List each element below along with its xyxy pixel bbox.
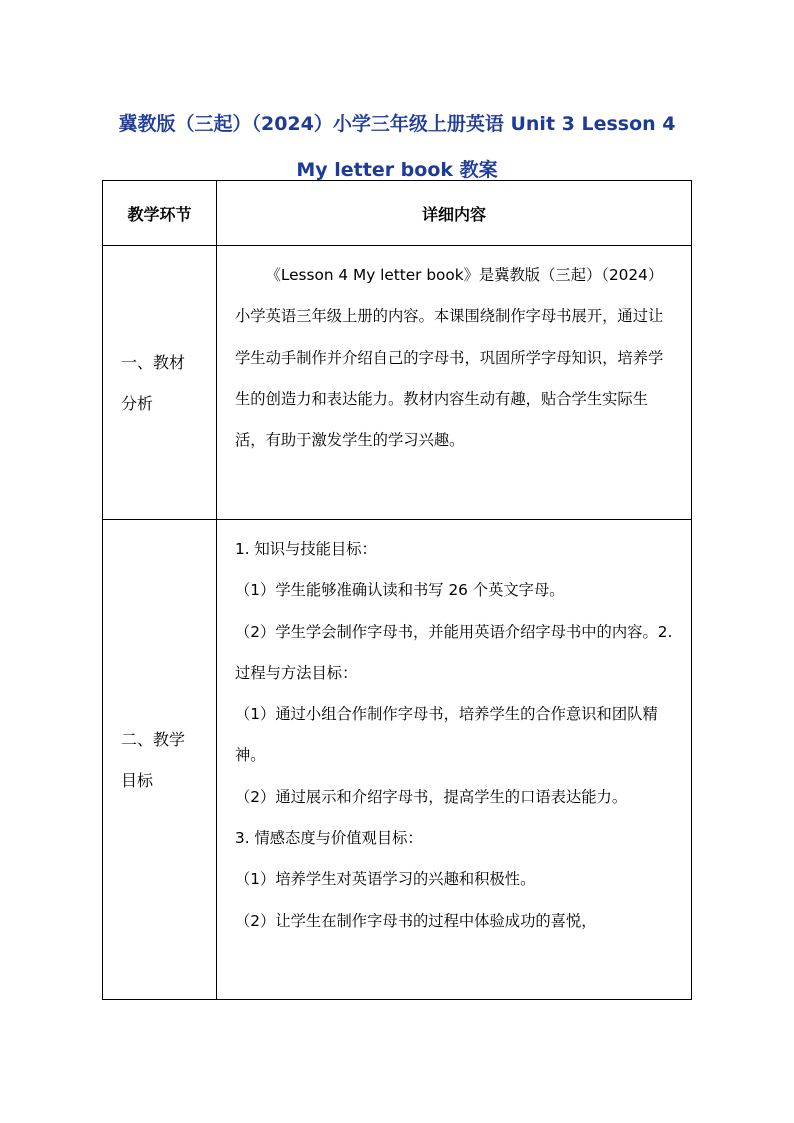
table-header-row <box>103 181 692 246</box>
content-paragraph: 3. 情感态度与价值观目标： <box>235 829 423 848</box>
content-paragraph: （1）通过小组合作制作字母书，培养学生的合作意识和团队精神。 <box>235 705 658 765</box>
label-line: 一、教材 <box>121 352 186 372</box>
content-paragraph: 《Lesson 4 My letter book》是冀教版（三起）（2024）小学英语三年级上册的内容。本课围绕制作字母书展开，通过让学生动手制作并介绍自己的字母书，巩固所学字母知识，培养学生的创造力和表达能力。教材内容生动有趣，贴合学生实际生活，有助于激发学生的学习兴趣。 <box>235 266 664 450</box>
table-row <box>103 520 692 1000</box>
content-paragraph: 1. 知识与技能目标： <box>235 540 377 558</box>
table-row <box>103 246 692 520</box>
header-details: 详细内容 <box>217 181 692 246</box>
content-paragraph: （2）通过展示和介绍字母书，提高学生的口语表达能力。 <box>235 787 628 806</box>
content-paragraph: （1）培养学生对英语学习的兴趣和积极性。 <box>235 870 536 889</box>
row-label-textbook-analysis <box>103 246 217 520</box>
label-line: 目标 <box>121 770 154 790</box>
row-label-teaching-objectives <box>103 520 217 1000</box>
content-paragraph: （2）让学生在制作字母书的过程中体验成功的喜悦， <box>235 911 597 930</box>
title-line-1: 冀教版（三起）（2024）小学三年级上册英语 Unit 3 Lesson 4 <box>118 113 676 135</box>
header-teaching-stage: 教学环节 <box>103 181 217 246</box>
row-content-textbook-analysis <box>217 246 692 520</box>
row-content-teaching-objectives <box>217 520 692 1000</box>
label-line: 分析 <box>121 393 154 413</box>
label-line: 二、教学 <box>121 729 186 749</box>
lesson-plan-table <box>102 180 692 1000</box>
content-paragraph: （2）学生学会制作字母书，并能用英语介绍字母书中的内容。2. 过程与方法目标： <box>235 622 673 682</box>
title-line-2: My letter book 教案 <box>296 159 498 181</box>
content-paragraph: （1）学生能够准确认读和书写 26 个英文字母。 <box>235 581 565 600</box>
